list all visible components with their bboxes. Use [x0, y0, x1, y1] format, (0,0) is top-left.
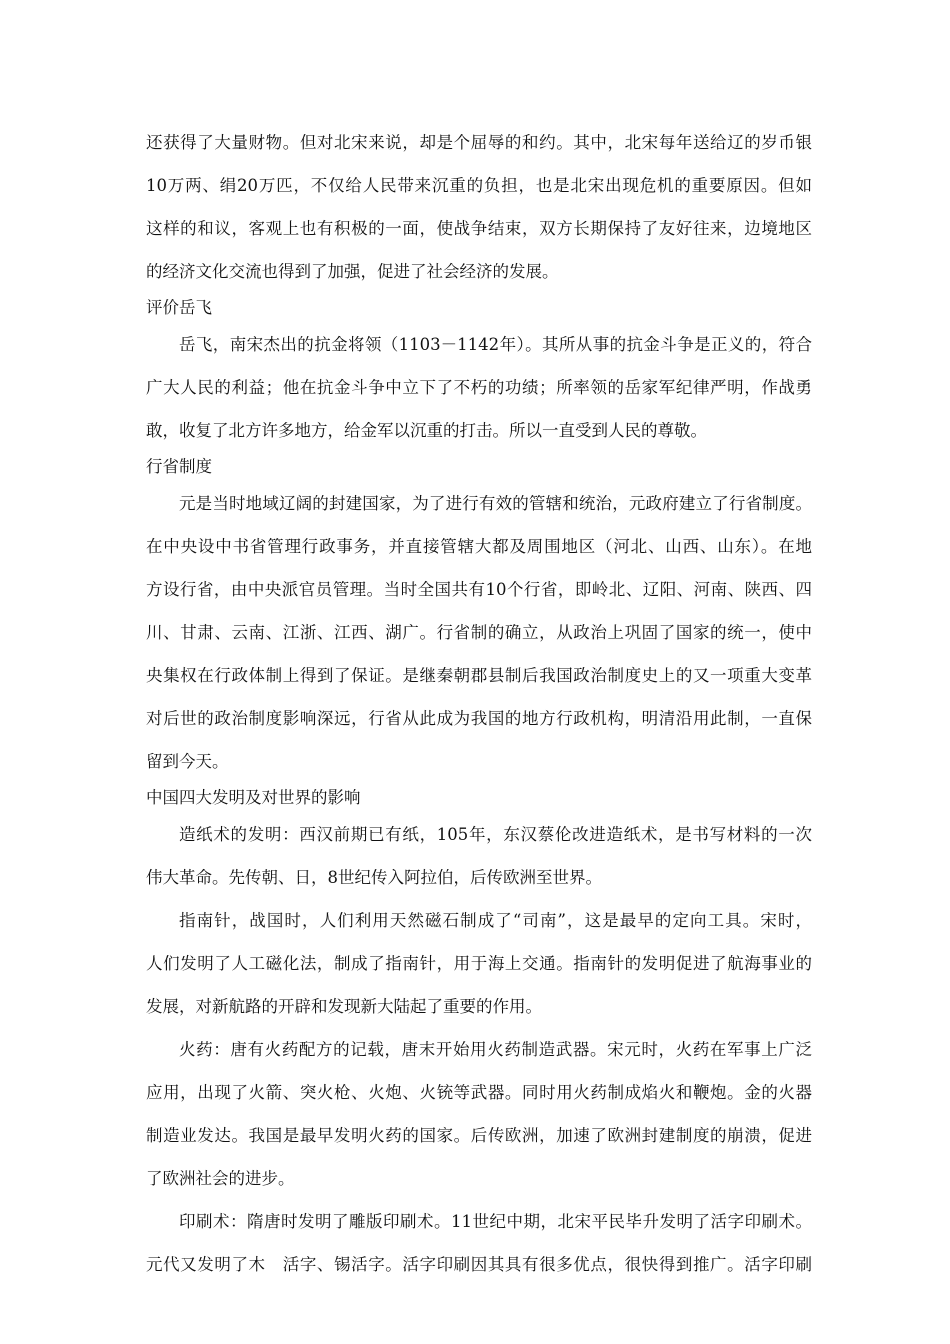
paragraph-papermaking: [146, 813, 812, 899]
text-line: 方设行省，由中央派官员管理。当时全国共有10个行省，即岭北、辽阳、河南、陕西、四: [146, 580, 812, 599]
paragraph-printing: [146, 1200, 812, 1286]
text-line: 造纸术的发明：西汉前期已有纸，105年，东汉蔡伦改进造纸术，是书写材料的一次: [179, 825, 812, 844]
section-heading-four-inventions: 中国四大发明及对世界的影响: [146, 788, 361, 807]
text-line: 岳飞，南宋杰出的抗金将领（1103－1142年）。其所从事的抗金斗争是正义的，符合: [179, 335, 812, 354]
text-line: 人们发明了人工磁化法，制成了指南针，用于海上交通。指南针的发明促进了航海事业的: [146, 954, 812, 973]
text-line: 火药：唐有火药配方的记载，唐末开始用火药制造武器。宋元时，火药在军事上广泛: [179, 1040, 812, 1059]
text-line: 留到今天。: [146, 752, 229, 771]
text-line: 敢，收复了北方许多地方，给金军以沉重的打击。所以一直受到人民的尊敬。: [146, 421, 707, 440]
text-line: 印刷术：隋唐时发明了雕版印刷术。11世纪中期，北宋平民毕升发明了活字印刷术。: [179, 1212, 812, 1231]
text-line: 应用，出现了火箭、突火枪、火炮、火铳等武器。同时用火药制成焰火和鞭炮。金的火器: [146, 1083, 812, 1102]
text-line: 伟大革命。先传朝、日，8世纪传入阿拉伯，后传欧洲至世界。: [146, 868, 602, 887]
section-heading-province-system: 行省制度: [146, 457, 212, 476]
text-line: 川、甘肃、云南、江浙、江西、湖广。行省制的确立，从政治上巩固了国家的统一，使中: [146, 623, 812, 642]
document-body: [146, 121, 812, 1286]
text-line: 10万两、绢20万匹，不仅给人民带来沉重的负担，也是北宋出现危机的重要原因。但如: [146, 176, 812, 195]
text-line: 了欧洲社会的进步。: [146, 1169, 295, 1188]
text-line: 对后世的政治制度影响深远，行省从此成为我国的地方行政机构，明清沿用此制，一直保: [146, 709, 812, 728]
section-heading-yue-fei: 评价岳飞: [146, 298, 212, 317]
paragraph-yue-fei: [146, 323, 812, 452]
text-line: 发展，对新航路的开辟和发现新大陆起了重要的作用。: [146, 997, 542, 1016]
text-line: 央集权在行政体制上得到了保证。是继秦朝郡县制后我国政治制度史上的又一项重大变革: [146, 666, 812, 685]
text-line: 的经济文化交流也得到了加强，促进了社会经济的发展。: [146, 262, 559, 281]
paragraph-province-system: [146, 482, 812, 783]
paragraph-compass: [146, 899, 812, 1028]
text-line: 广大人民的利益；他在抗金斗争中立下了不朽的功绩；所率领的岳家军纪律严明，作战勇: [146, 378, 812, 397]
text-line: 还获得了大量财物。但对北宋来说，却是个屈辱的和约。其中，北宋每年送给辽的岁币银: [146, 133, 812, 152]
paragraph-gunpowder: [146, 1028, 812, 1200]
text-line: 指南针，战国时，人们利用天然磁石制成了“司南”，这是最早的定向工具。宋时，: [179, 911, 812, 930]
text-line: 在中央设中书省管理行政事务，并直接管辖大都及周围地区（河北、山西、山东）。在地: [146, 537, 812, 556]
text-line: 元是当时地域辽阔的封建国家，为了进行有效的管辖和统治，元政府建立了行省制度。: [179, 494, 812, 513]
text-line: 元代又发明了木 活字、锡活字。活字印刷因其具有很多优点，很快得到推广。活字印刷: [146, 1255, 812, 1274]
paragraph-liao-treaty: [146, 121, 812, 293]
text-line: 制造业发达。我国是最早发明火药的国家。后传欧洲，加速了欧洲封建制度的崩溃，促进: [146, 1126, 812, 1145]
text-line: 这样的和议，客观上也有积极的一面，使战争结束，双方长期保持了友好往来，边境地区: [146, 219, 812, 238]
